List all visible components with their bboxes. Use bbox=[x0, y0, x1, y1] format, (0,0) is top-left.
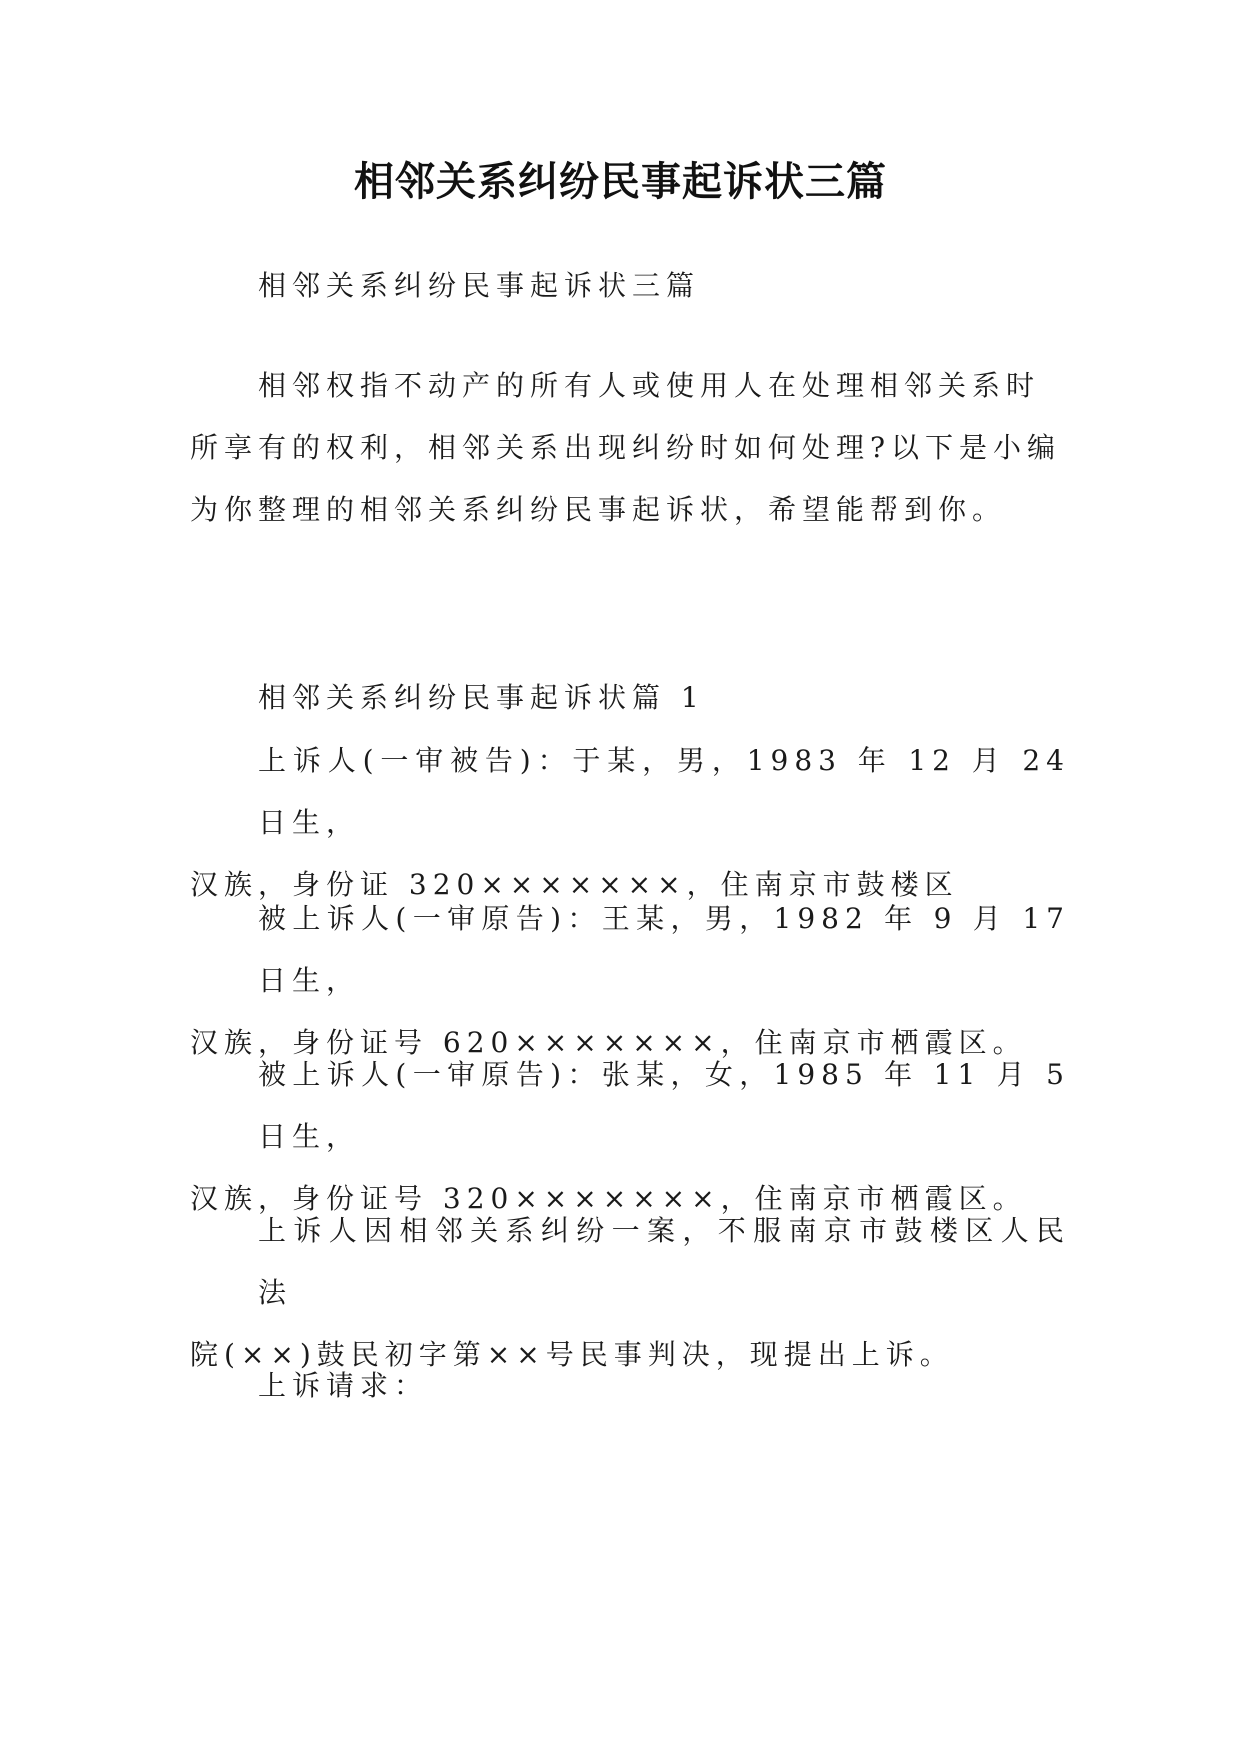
appellant-line-2: 汉族，身份证 320×××××××，住南京市鼓楼区 bbox=[190, 868, 959, 901]
appellee-2-line-2: 汉族，身份证号 320×××××××，住南京市栖霞区。 bbox=[190, 1182, 1027, 1215]
appellant-line-1: 上诉人(一审被告)：于某，男，1983 年 12 月 24 日生， bbox=[258, 744, 1070, 839]
appeal-request-heading-text: 上诉请求： bbox=[258, 1369, 429, 1402]
appeal-request-heading bbox=[190, 1355, 1070, 1417]
intro-line-3: 为你整理的相邻关系纠纷民事起诉状，希望能帮到你。 bbox=[190, 493, 1007, 526]
intro-paragraph bbox=[190, 355, 1070, 541]
appellee-1-line-1: 被上诉人(一审原告)：王某，男，1982 年 9 月 17 日生， bbox=[258, 902, 1070, 997]
intro-line-1: 相邻权指不动产的所有人或使用人在处理相邻关系时 bbox=[258, 369, 1041, 402]
appellee-2-line-1: 被上诉人(一审原告)：张某，女，1985 年 11 月 5 日生， bbox=[258, 1058, 1070, 1153]
appeal-reason-line-1: 上诉人因相邻关系纠纷一案，不服南京市鼓楼区人民法 bbox=[258, 1214, 1070, 1309]
document-title: 相邻关系纠纷民事起诉状三篇 bbox=[354, 159, 887, 205]
document-subtitle bbox=[190, 255, 1070, 317]
subtitle-text: 相邻关系纠纷民事起诉状三篇 bbox=[258, 269, 701, 302]
appeal-reason-line-2: 院(××)鼓民初字第××号民事判决，现提出上诉。 bbox=[190, 1338, 954, 1371]
section-1-heading bbox=[190, 667, 1070, 729]
appellee-1-line-2: 汉族，身份证号 620×××××××，住南京市栖霞区。 bbox=[190, 1026, 1027, 1059]
intro-line-2: 所享有的权利，相邻关系出现纠纷时如何处理?以下是小编 bbox=[190, 431, 1062, 464]
section-1-heading-text: 相邻关系纠纷民事起诉状篇 1 bbox=[258, 681, 705, 714]
